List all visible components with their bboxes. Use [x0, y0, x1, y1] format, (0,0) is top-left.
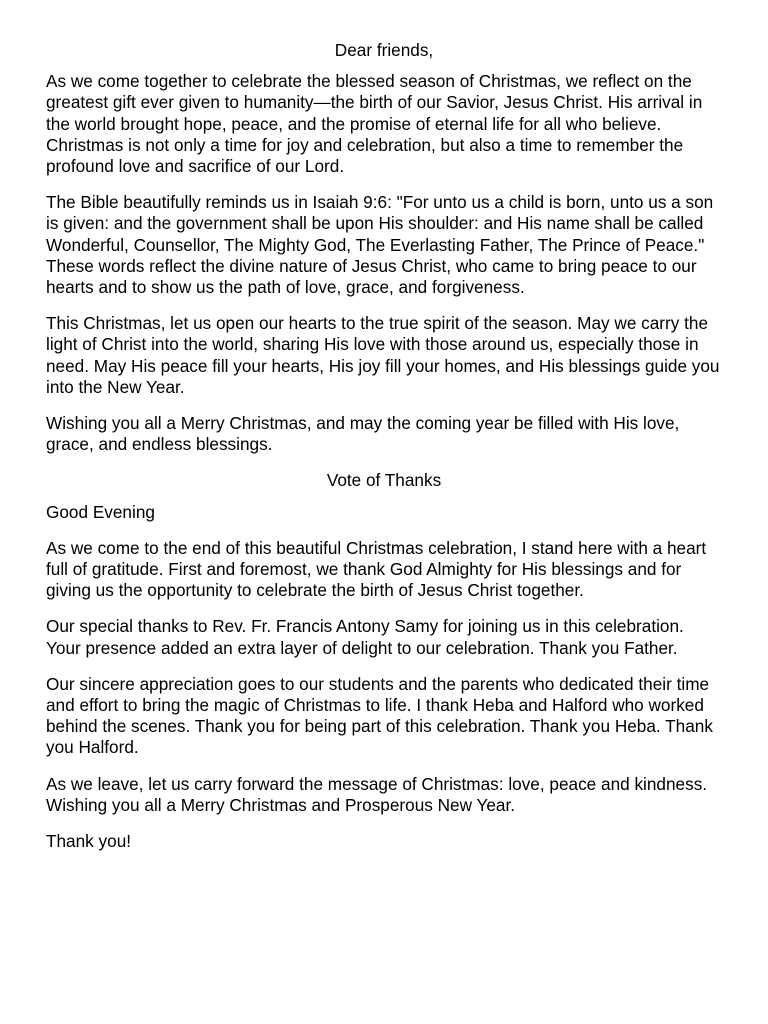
thanks-paragraph-4: As we leave, let us carry forward the message of Christmas: love, peace and kindness. Wishing you all a Merry Christmas and Prosperous New Year.	[46, 773, 708, 815]
letter-paragraph-3: This Christmas, let us open our hearts to the true spirit of the season. May we carry the light of Christ into the world, sharing His love with those around us, especially those in need. May His peace fill your hearts, His joy fill your homes, and His blessings guide you into the New Year.	[46, 313, 720, 397]
vote-of-thanks-heading: Vote of Thanks	[326, 470, 442, 491]
document-page	[46, 40, 722, 867]
closing: Thank you!	[46, 831, 132, 852]
thanks-paragraph-1: As we come to the end of this beautiful Christmas celebration, I stand here with a heart full of gratitude. First and foremost, we thank God Almighty for His blessings and for giving us the opportunity to celebrate the birth of Jesus Christ together.	[46, 537, 707, 601]
greeting: Good Evening	[46, 501, 155, 522]
letter-paragraph-2: The Bible beautifully reminds us in Isaiah 9:6: "For unto us a child is born, unto us a son is given: and the government shall be upon His shoulder: and His name shall be called Wonderful, Counsellor, The Mighty God, The Everlasting Father, The Prince of Peace." These words reflect the divine nature of Jesus Christ, who came to bring peace to our hearts and to show us the path of love, grace, and forgiveness.	[46, 192, 714, 298]
letter-paragraph-4: Wishing you all a Merry Christmas, and may the coming year be filled with His love, grace, and endless blessings.	[46, 413, 680, 455]
letter-paragraph-1: As we come together to celebrate the blessed season of Christmas, we reflect on the greatest gift ever given to humanity—the birth of our Savior, Jesus Christ. His arrival in the world brought hope, peace, and the promise of eternal life for all who believe. Christmas is not only a time for joy and celebration, but also a time to remember the profound love and sacrifice of our Lord.	[46, 71, 703, 177]
thanks-paragraph-2: Our special thanks to Rev. Fr. Francis Antony Samy for joining us in this celebration. Your presence added an extra layer of delight to our celebration. Thank you Father.	[46, 616, 684, 658]
thanks-paragraph-3: Our sincere appreciation goes to our students and the parents who dedicated their time and effort to bring the magic of Christmas to life. I thank Heba and Halford who worked behind the scenes. Thank you for being part of this celebration. Thank you Heba. Thank you Halford.	[46, 673, 713, 758]
salutation: Dear friends,	[334, 40, 434, 60]
